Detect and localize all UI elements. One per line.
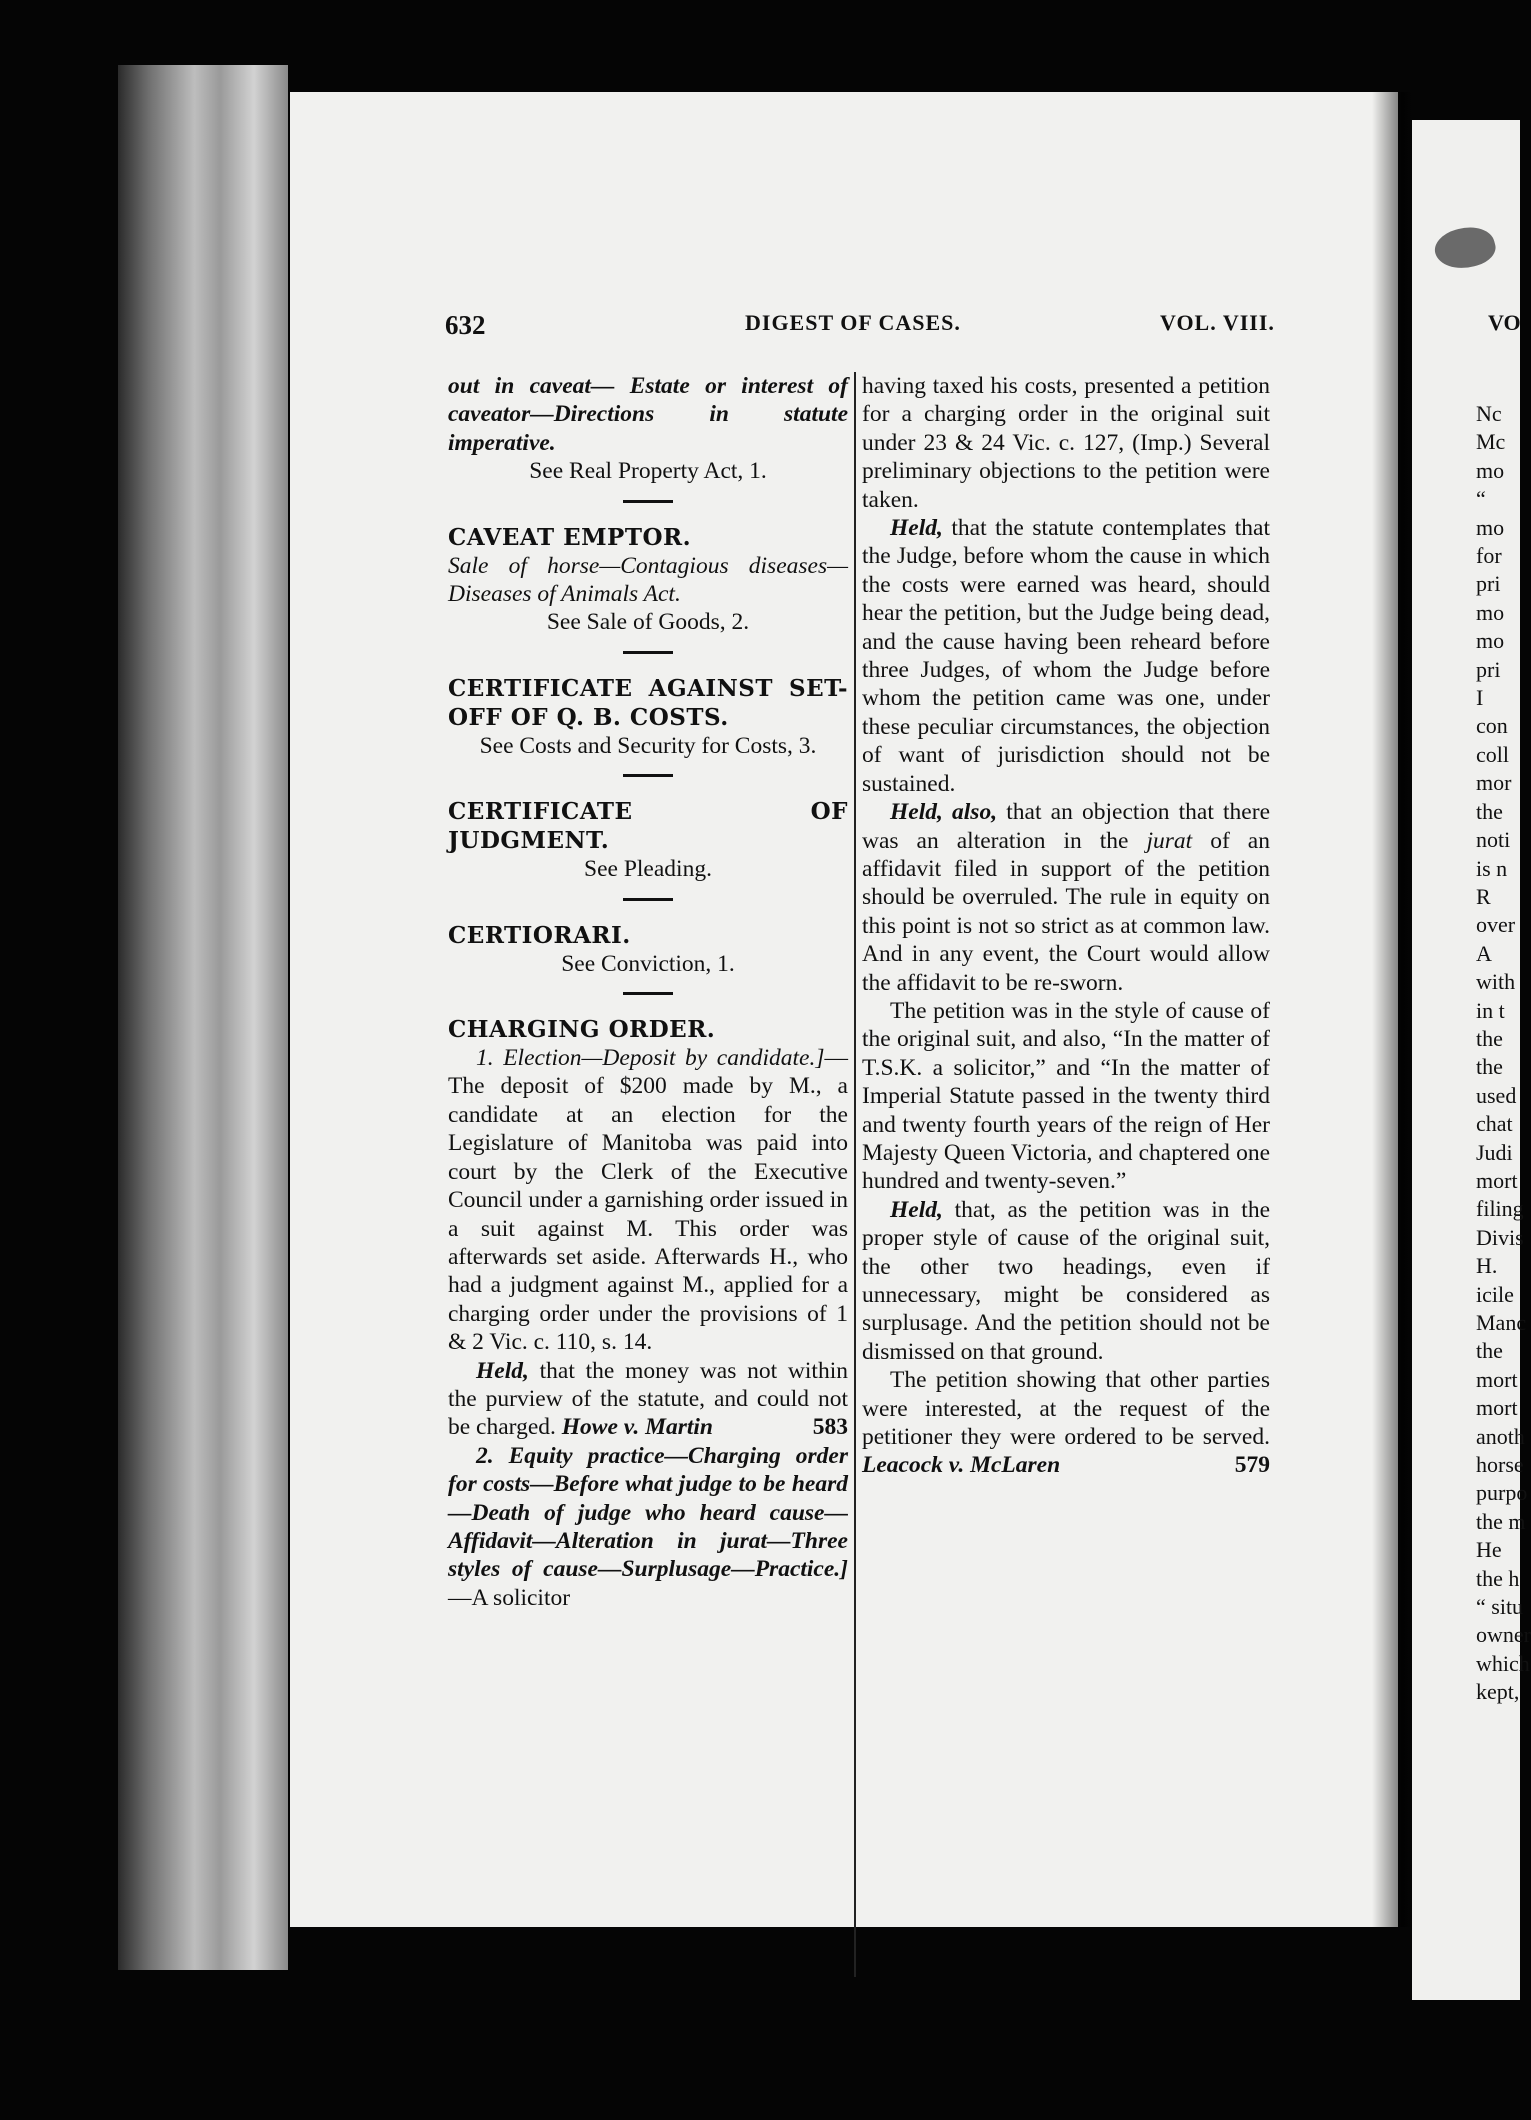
facing-line-fragment: used: [1476, 1082, 1517, 1108]
facing-line-fragment: “ situ: [1476, 1594, 1524, 1620]
section-heading: CERTIORARI.: [448, 921, 631, 949]
section-rule: [623, 774, 673, 777]
case-page-ref: 583: [812, 1414, 848, 1441]
volume-label: VOL. VIII.: [1160, 310, 1275, 335]
facing-line-fragment: mo: [1476, 599, 1505, 625]
facing-line-fragment: mort: [1476, 1366, 1518, 1392]
body-paragraph: [862, 1366, 1270, 1480]
facing-line-fragment: with: [1476, 969, 1516, 995]
book-page-edge: [118, 65, 288, 1970]
facing-line-fragment: which: [1476, 1650, 1530, 1676]
running-title: DIGEST OF CASES.: [745, 310, 961, 335]
held-paragraph: [862, 798, 1270, 997]
held-body: that the statute contemplates that the Judge, before whom the cause in which the costs were earned was heard, should hear the petition, but the Judge being dead, and the cause having been reheard before three Judges, of whom the Judge before whom the petition came was one, under these peculiar circumstances, the objection of want of jurisdiction should not be sustained.: [862, 515, 1270, 797]
right-column: [862, 372, 1270, 1480]
facing-line-fragment: mor: [1476, 770, 1512, 796]
facing-line-fragment: the: [1476, 1025, 1503, 1051]
facing-running-head: VO: [1488, 310, 1521, 335]
facing-line-fragment: mort: [1476, 1395, 1518, 1421]
case-paragraph: [448, 1044, 848, 1356]
facing-line-fragment: “: [1476, 486, 1486, 512]
facing-line-fragment: over: [1476, 912, 1516, 938]
facing-line-fragment: con: [1476, 713, 1508, 739]
held-word: Held, also,: [890, 799, 998, 826]
facing-line-fragment: A: [1476, 940, 1492, 966]
facing-line-fragment: H.: [1476, 1253, 1498, 1279]
page-number: 632: [445, 310, 486, 340]
facing-line-fragment: R: [1476, 883, 1491, 909]
facing-page-text: [1476, 400, 1531, 1707]
final-body: The petition showing that other parties were interested, at the request of the petitioner they were ordered to be served.: [862, 1367, 1270, 1451]
facing-line-fragment: mort: [1476, 1167, 1518, 1193]
section-heading: CAVEAT EMPTOR.: [448, 523, 692, 551]
facing-line-fragment: Judi: [1476, 1139, 1513, 1165]
facing-line-fragment: I: [1476, 685, 1484, 711]
held-paragraph: [448, 1357, 848, 1442]
held-body: that, as the petition was in the proper style of cause of the original suit, the other two headings, even if unnecessary, might be considered as surplusage. And the petition should not be dismissed on that ground.: [862, 1196, 1270, 1365]
facing-line-fragment: Nc: [1476, 401, 1502, 426]
facing-line-fragment: chat: [1476, 1111, 1513, 1137]
see-reference: See Costs and Security for Costs, 3.: [479, 732, 817, 759]
facing-line-fragment: pri: [1476, 656, 1501, 682]
case-paragraph: [448, 1442, 848, 1612]
section-heading: CERTIFICATE OF JUDGMENT.: [448, 798, 848, 855]
facing-line-fragment: He: [1476, 1537, 1502, 1563]
facing-line-fragment: for: [1476, 543, 1502, 569]
facing-line-fragment: filing: [1476, 1196, 1524, 1222]
facing-line-fragment: mo: [1476, 628, 1505, 654]
section-rule: [623, 992, 673, 995]
held-body: of an affidavit filed in support of the petition should be overruled. The rule in equity on this point is not so strict as at common law. And in any event, the Court would allow the affidavit to be re-sworn.: [862, 827, 1270, 996]
facing-line-fragment: mo: [1476, 457, 1505, 483]
see-reference: See Conviction, 1.: [561, 950, 735, 977]
case-page-ref: 579: [1234, 1452, 1270, 1479]
intro-headnote: out in caveat— Estate or interest of caveator—Directions in statute imperative.: [448, 373, 848, 456]
case-body: —A solicitor: [448, 1584, 571, 1611]
case-lead: 2. Equity practice—Charging order for costs—Before what judge to be heard—Death of judge who heard cause—Affidavit—Alteration in jurat—Three styles of cause—Surplusage—Practice.]: [448, 1442, 848, 1583]
jurat-word: jurat: [1146, 827, 1193, 854]
facing-line-fragment: icile: [1476, 1281, 1514, 1307]
section-heading: CHARGING ORDER.: [448, 1016, 716, 1044]
see-reference: See Sale of Goods, 2.: [546, 609, 750, 636]
see-reference: See Pleading.: [584, 856, 712, 883]
section-rule: [623, 500, 673, 503]
held-body: that the money was not within the purview of the statute, and could not be charged.: [448, 1357, 848, 1441]
section-heading: CERTIFICATE AGAINST SET-OFF OF Q. B. COSTS.: [448, 674, 848, 731]
facing-line-fragment: is n: [1476, 855, 1508, 881]
held-paragraph: [862, 1196, 1270, 1366]
facing-line-fragment: the: [1476, 798, 1503, 824]
spine-shadow: [1372, 92, 1412, 1927]
facing-line-fragment: Manc: [1476, 1310, 1527, 1335]
facing-line-fragment: Divis: [1476, 1224, 1524, 1250]
continued-paragraph: having taxed his costs, presented a petition for a charging order in the original suit under 23 & 24 Vic. c. 127, (Imp.) Several preliminary objections to the petition were taken.: [862, 373, 1270, 513]
facing-line-fragment: purpo: [1476, 1480, 1528, 1506]
section-rule: [623, 651, 673, 654]
held-word: Held,: [890, 1196, 943, 1223]
facing-line-fragment: the h: [1476, 1565, 1520, 1591]
case-citation: Howe v. Martin: [561, 1414, 713, 1441]
facing-line-fragment: the: [1476, 1338, 1503, 1364]
facing-line-fragment: owner: [1476, 1622, 1531, 1648]
facing-line-fragment: the: [1476, 1054, 1503, 1080]
facing-line-fragment: Mc: [1476, 429, 1506, 455]
held-body: that an objection that there was an alteration in the: [862, 799, 1270, 854]
headnote: Sale of horse—Contagious diseases—Diseases of Animals Act.: [448, 552, 848, 608]
left-column: [448, 372, 848, 1612]
facing-line-fragment: anoth: [1476, 1423, 1525, 1449]
held-word: Held,: [890, 515, 943, 542]
section-rule: [623, 898, 673, 901]
case-body: —The deposit of $200 made by M., a candidate at an election for the Legislature of Manitoba was paid into court by the Clerk of the Executive Council under a garnishing order issued in a suit against M. This order was afterwards set aside. Afterwards H., who had a judgment against M., applied for a charging order under the provisions of 1 & 2 Vic. c. 110, s. 14.: [448, 1045, 848, 1356]
facing-line-fragment: pri: [1476, 571, 1501, 597]
case-lead: 1. Election—Deposit by candidate.]: [476, 1045, 825, 1072]
facing-line-fragment: kept,: [1476, 1679, 1520, 1705]
column-divider: [854, 372, 856, 1977]
facing-line-fragment: the m: [1476, 1508, 1526, 1534]
case-citation: Leacock v. McLaren: [862, 1452, 1061, 1479]
held-word: Held,: [476, 1357, 529, 1384]
facing-line-fragment: noti: [1476, 827, 1511, 853]
facing-line-fragment: mo: [1476, 514, 1505, 540]
facing-line-fragment: in t: [1476, 997, 1505, 1023]
facing-line-fragment: horse: [1476, 1452, 1524, 1478]
held-paragraph: [862, 514, 1270, 798]
facing-line-fragment: coll: [1476, 741, 1509, 767]
see-reference: See Real Property Act, 1.: [529, 458, 767, 485]
body-paragraph: The petition was in the style of cause of the original suit, and also, “In the matter of T.S.K. a solicitor,” and “In the matter of Imperial Statute passed in the twenty third and twenty fourth years of the reign of Her Majesty Queen Victoria, and chaptered one hundred and twenty-seven.”: [862, 997, 1270, 1195]
